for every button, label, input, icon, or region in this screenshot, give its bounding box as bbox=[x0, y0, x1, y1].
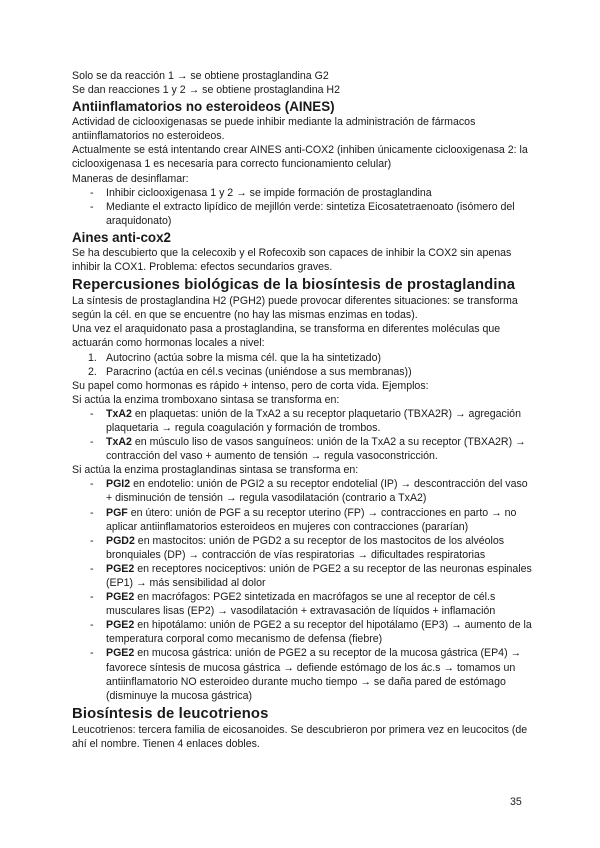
term-label: PGF bbox=[106, 506, 128, 519]
heading-aines: Antiinflamatorios no esteroideos (AINES) bbox=[72, 99, 335, 115]
list-marker: 2. bbox=[88, 365, 97, 378]
list-item bbox=[72, 477, 532, 505]
list-item bbox=[72, 351, 532, 365]
paragraph-tromboxano-sintasa: Si actúa la enzima tromboxano sintasa se transforma en: bbox=[72, 393, 340, 406]
list-item: - Inhibir ciclooxigenasa 1 y 2 → se impide formación de prostaglandina bbox=[72, 186, 532, 200]
prostaglandinas-list bbox=[72, 477, 532, 703]
paragraph-leucotrienos: Leucotrienos: tercera familia de eicosanoides. Se descubrieron por primera vez en leucocitos (de ahí el nombre. Tienen 4 enlaces dobles. bbox=[72, 723, 528, 750]
paragraph-papel-hormonas: Su papel como hormonas es rápido + intenso, pero de corta vida. Ejemplos: bbox=[72, 379, 429, 392]
term-label: PGE2 bbox=[106, 647, 135, 660]
paragraph-reaccion-1: Solo se da reacción 1 → se obtiene prostaglandina G2 bbox=[72, 70, 329, 82]
list-item bbox=[72, 646, 532, 702]
heading-leucotrienos: Biosíntesis de leucotrienos bbox=[72, 705, 269, 722]
paragraph-araquidonato: Una vez el araquidonato pasa a prostaglandina, se transforma en diferentes moléculas que actuarán como hormonas locales a nivel: bbox=[72, 323, 501, 350]
page-content bbox=[72, 69, 532, 751]
paragraph-sintesis-pgh2: La síntesis de prostaglandina H2 (PGH2) puede provocar diferentes situaciones: se transforma según la cél. en que se encuentre (no hay las mismas enzimas en todas). bbox=[72, 295, 518, 322]
list-item bbox=[72, 590, 532, 618]
list-item-text: en plaquetas: unión de la TxA2 a su receptor plaquetario (TBXA2R) → agregación plaquetaria → regula coagulación y formación de trombos. bbox=[106, 407, 521, 434]
list-item-text: en endotelio: unión de PGI2 a su receptor endotelial (IP) → descontracción del vaso + disminución de tensión → regula vasodilatación (contrario a TxA2) bbox=[106, 478, 528, 505]
paragraph-aines-anti-cox2: Actualmente se está intentando crear AINES anti-COX2 (inhiben únicamente ciclooxigenasa 2: la ciclooxigenasa 1 es necesaria para correcto funcionamiento celular) bbox=[72, 144, 528, 171]
paragraph-celecoxib: Se ha descubierto que la celecoxib y el Rofecoxib son capaces de inhibir la COX2 sin apenas inhibir la COX1. Problema: efectos secundarios graves. bbox=[72, 246, 512, 274]
list-item bbox=[72, 562, 532, 590]
list-marker: 1. bbox=[88, 351, 97, 364]
paragraph-reacciones-1-2: Se dan reacciones 1 y 2 → se obtiene prostaglandina H2 bbox=[72, 84, 340, 97]
desinflamar-list bbox=[72, 186, 532, 228]
term-label: PGI2 bbox=[106, 478, 131, 491]
niveles-list bbox=[72, 351, 532, 379]
list-item bbox=[72, 618, 532, 646]
list-item bbox=[72, 365, 532, 379]
list-item-text: en útero: unión de PGF a su receptor uterino (FP) → contracciones en parto → no aplicar antiinflamatorios esteroideos en mujeres con contracciones (pararían) bbox=[106, 506, 517, 533]
list-item-text: en mastocitos: unión de PGD2 a su receptor de los mastocitos de los alvéolos bronquiales (DP) → contracción de vías respiratorias → dificultades respiratorias bbox=[106, 534, 505, 561]
list-item-text: en hipotálamo: unión de PGE2 a su receptor del hipotálamo (EP3) → aumento de la temperatura corporal como mecanismo de defensa (fiebre) bbox=[106, 619, 532, 646]
term-label: PGE2 bbox=[106, 619, 135, 632]
term-label: PGD2 bbox=[106, 534, 135, 547]
term-label: TxA2 bbox=[106, 436, 132, 449]
list-item-text: en macrófagos: PGE2 sintetizada en macrófagos se une al receptor de cél.s musculares lisas (EP2) → vasodilatación + extravasación de líquidos + inflamación bbox=[106, 591, 496, 618]
list-item bbox=[72, 435, 532, 463]
term-label: PGE2 bbox=[106, 562, 135, 575]
list-item-text: en receptores nociceptivos: unión de PGE2 a su receptor de las neuronas espinales (EP1) → más sensibilidad al dolor bbox=[106, 562, 532, 589]
paragraph-prostaglandinas-sintasa: Si actúa la enzima prostaglandinas sintasa se transforma en: bbox=[72, 464, 359, 477]
list-item-text: Autocrino (actúa sobre la misma cél. que la ha sintetizado) bbox=[106, 351, 381, 364]
list-item-text: en músculo liso de vasos sanguíneos: unión de la TxA2 a su receptor (TBXA2R) → contracción del vaso + aumento de tensión → regula vasoconstricción. bbox=[106, 436, 526, 463]
list-item bbox=[72, 506, 532, 534]
list-item bbox=[72, 534, 532, 562]
list-item-text: en mucosa gástrica: unión de PGE2 a su receptor de la mucosa gástrica (EP4) → favorece síntesis de mucosa gástrica → defiende estómago de los ác.s → tomamos un antiinflamatorio NO esteroideo durante mucho tiempo → se daña pared de estómago (disminuye la mucosa gástrica) bbox=[106, 647, 522, 702]
list-item: - Mediante el extracto lipídico de mejillón verde: sintetiza Eicosatetraenoato (isómero del araquidonato) bbox=[72, 200, 532, 228]
page-number: 35 bbox=[510, 796, 522, 808]
list-item-text: Paracrino (actúa en cél.s vecinas (uniéndose a sus membranas)) bbox=[106, 365, 412, 378]
paragraph-maneras-desinflamar: Maneras de desinflamar: bbox=[72, 172, 189, 185]
tromboxano-list bbox=[72, 407, 532, 463]
list-item bbox=[72, 407, 532, 435]
term-label: TxA2 bbox=[106, 407, 132, 420]
heading-aines-anti-cox2: Aines anti-cox2 bbox=[72, 229, 171, 245]
heading-repercusiones: Repercusiones biológicas de la biosíntesis de prostaglandina bbox=[72, 277, 516, 294]
term-label: PGE2 bbox=[106, 591, 135, 604]
paragraph-actividad-ciclooxigenasas: Actividad de ciclooxigenasas se puede inhibir mediante la administración de fármacos antiinflamatorios no esteroideos. bbox=[72, 116, 476, 143]
